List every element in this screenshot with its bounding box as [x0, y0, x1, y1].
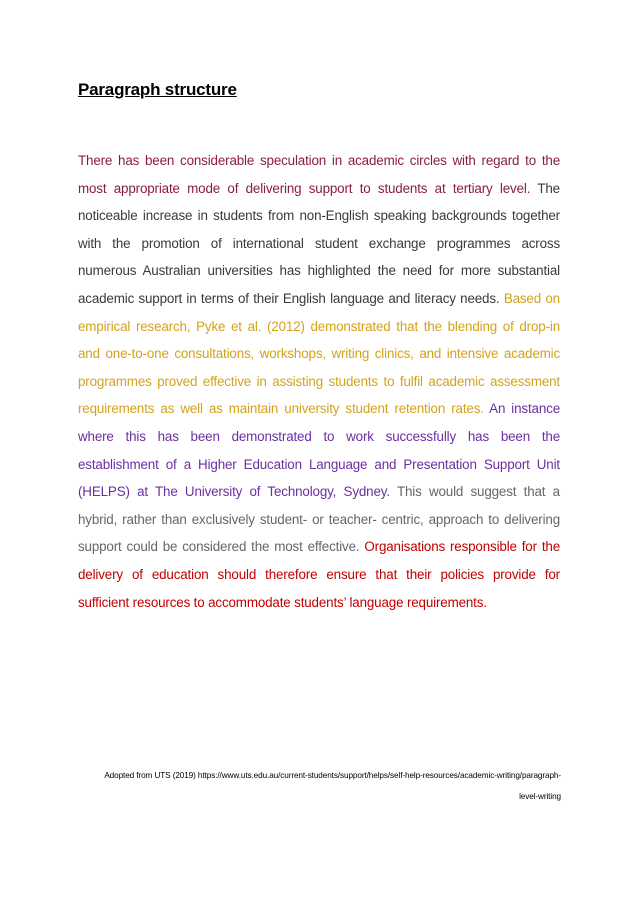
page-title: Paragraph structure [78, 80, 237, 99]
source-citation: Adopted from UTS (2019) https://www.uts.edu.au/current-students/support/helps/self-help-resources/academic-writing/paragraph-level-writing [104, 771, 561, 801]
concluding-sentence: Organisations responsible for the delivery of education should therefore ensure that their policies provide for sufficient resources to accommodate students’ language requirements. [78, 539, 561, 610]
supporting-sentence: The noticeable increase in students from non-English speaking backgrounds together with the promotion of international student exchange programmes across numerous Australian universities has highlighted the need for more substantial academic support in terms of their English language and literacy needs. [78, 180, 560, 306]
example-paragraph [78, 147, 560, 616]
example-sentence: An instance where this has been demonstrated to work successfully has been the establishment of a Higher Education Language and Presentation Support Unit (HELPS) at The University of Technology, Sydney. [78, 401, 560, 500]
topic-sentence: There has been considerable speculation in academic circles with regard to the most appropriate mode of delivering support to students at tertiary level. [78, 153, 560, 196]
evidence-sentence: Based on empirical research, Pyke et al. (2012) demonstrated that the blending of drop-in and one-to-one consultations, workshops, writing clinics, and intensive academic programmes proved effective in assisting students to fulfil academic assessment requirements as well as maintain university student retention rates. [78, 290, 560, 417]
analysis-sentence: This would suggest that a hybrid, rather than exclusively student- or teacher- centric, approach to delivering support could be considered the most effective. [78, 484, 560, 555]
